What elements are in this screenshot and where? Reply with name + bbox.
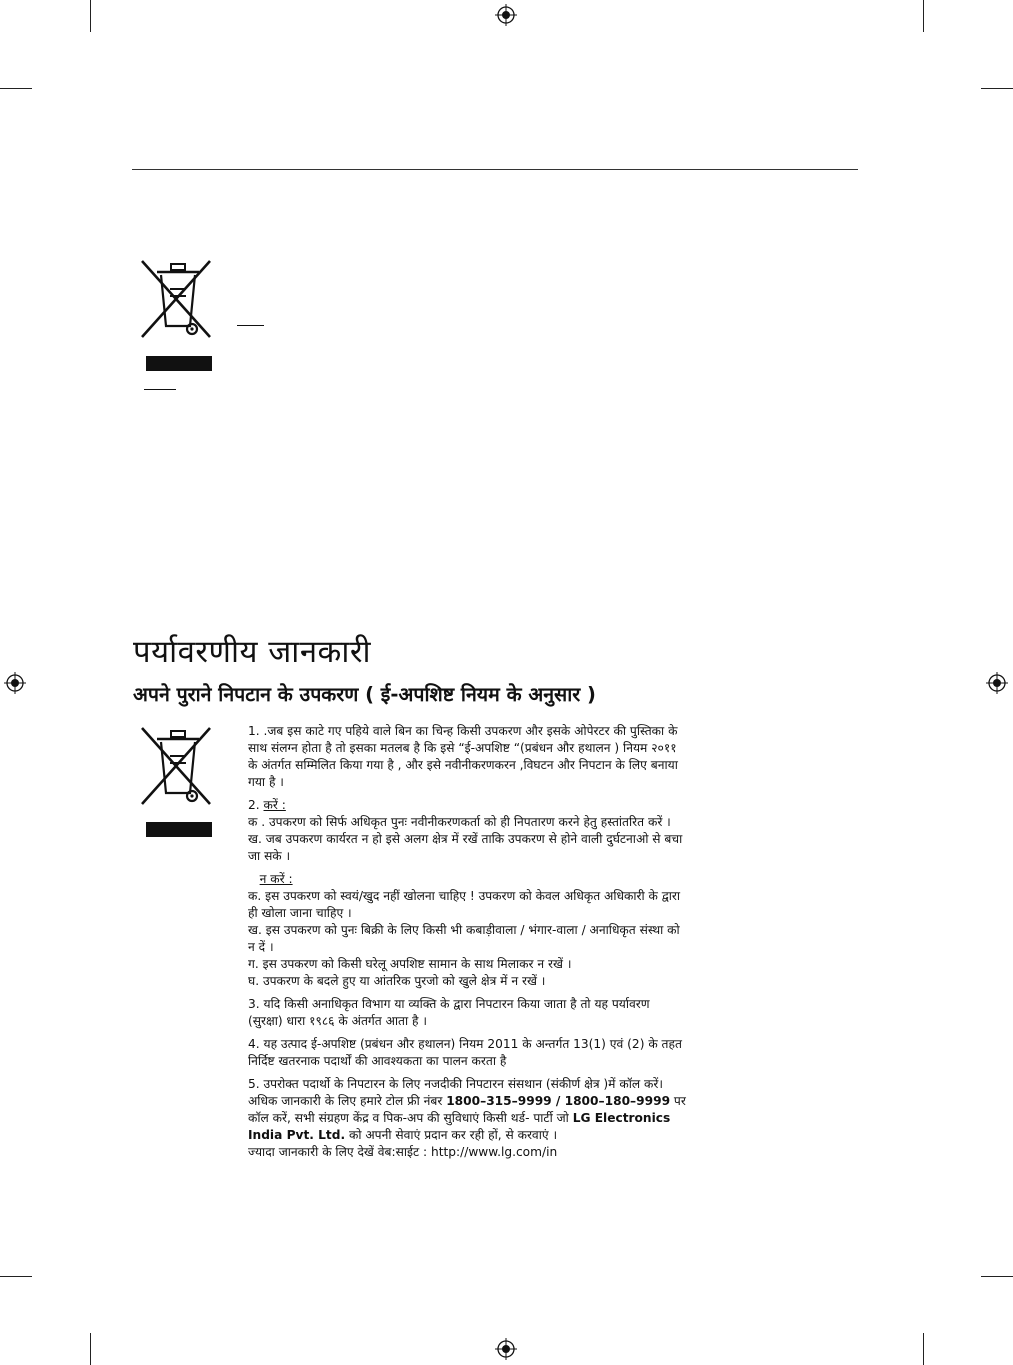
crop-mark	[923, 1333, 924, 1365]
dont-item-a: क. इस उपकरण को स्वयं/खुद नहीं खोलना चाहिए ! उपकरण को केवल अधिकृत अधिकारी के द्वारा ही खोला जाना चाहिए ।	[248, 889, 681, 920]
dont-item-c: ग. इस उपकरण को किसी घरेलू अपशिष्ट सामान के साथ मिलाकर न रखें ।	[248, 957, 572, 971]
registration-mark-icon	[495, 4, 517, 26]
crossed-out-wheelie-bin-icon	[140, 259, 212, 339]
paragraph-4: 4. यह उत्पाद ई-अपशिष्ट (प्रबंधन और हथालन) नियम 2011 के अन्तर्गत 13(1) एवं (2) के तहत निर्दिष्ट खतरनाक पदार्थों की आवश्यकता का पालन करता है	[248, 1037, 682, 1068]
registration-mark-icon	[986, 672, 1008, 694]
short-rule	[237, 325, 264, 326]
paragraph-5-text: को अपनी सेवाएं प्रदान कर रही हों, से करवाएं ।	[345, 1128, 558, 1142]
crop-mark	[923, 0, 924, 32]
paragraph-5	[248, 1076, 688, 1144]
dont-item-b: ख. इस उपकरण को पुनः बिक्री के लिए किसी भी कबाड़ीवाला / भंगार-वाला / अनाधिकृत संस्था को न दें ।	[248, 923, 680, 954]
paragraph-1: 1. .जब इस काटे गए पहिये वाले बिन का चिन्ह किसी उपकरण और इसके ओपेरटर की पुस्तिका के साथ संलग्न होता है तो इसका मतलब है कि इसे “ई-अपशिष्ट “(प्रबंधन और हथालन ) नियम २०११ के अंतर्गत सम्मिलित किया गया है , और इसे नवीनीकरणकरन ,विघटन और निपटान के लिए बनाया गया है ।	[248, 724, 678, 789]
page-title: पर्यावरणीय जानकारी	[133, 634, 372, 670]
registration-mark-icon	[4, 672, 26, 694]
do-item-a: क . उपकरण को सिर्फ अधिकृत पुनः नवीनीकरणकर्ता को ही निपतारण करने हेतु हस्तांतरित करें ।	[248, 815, 671, 829]
dont-heading-row	[248, 871, 688, 888]
disposal-instructions	[248, 723, 688, 1161]
toll-free-number: 1800–315–9999 / 1800–180–9999	[446, 1094, 671, 1108]
paragraph-2-number: 2.	[248, 798, 264, 812]
paragraph-2-heading	[248, 797, 688, 814]
crop-mark	[981, 88, 1013, 89]
section-subtitle: अपने पुराने निपटान के उपकरण ( ई-अपशिष्ट नियम के अनुसार )	[133, 683, 596, 706]
header-rule	[132, 169, 858, 170]
do-heading: करें :	[263, 798, 286, 812]
paragraph-3: 3. यदि किसी अनाधिकृत विभाग या व्यक्ति के द्वारा निपटारन किया जाता है तो यह पर्यावरण (सुरक्षा) धारा १९८६ के अंतर्गत आता है ।	[248, 997, 650, 1028]
paragraph-5-text: पर कॉल करें, सभी संग्रहण केंद्र व पिक-अप की सुविधाएं किसी थर्ड- पार्टी जो	[248, 1094, 686, 1125]
crossed-out-wheelie-bin-icon	[140, 726, 212, 806]
crop-mark	[90, 1333, 91, 1365]
website-line: ज्यादा जानकारी के लिए देखें वेब:साईट : http://www.lg.com/in	[248, 1145, 558, 1159]
weee-bar	[146, 356, 212, 371]
crop-mark	[0, 1276, 32, 1277]
crop-mark	[981, 1276, 1013, 1277]
weee-bar	[146, 822, 212, 837]
short-rule	[144, 389, 176, 390]
paragraph-5-text: 5. उपरोक्त पदार्थो के निपटारन के लिए नजदीकी निपटारन संसथान (संकीर्ण क्षेत्र )में कॉल करें। अधिक जानकारी के लिए हमारे टोल फ्री नंबर	[248, 1077, 663, 1108]
dont-item-d: घ. उपकरण के बदले हुए या आंतरिक पुरजो को खुले क्षेत्र में न रखें ।	[248, 974, 546, 988]
dont-heading: न करें :	[259, 872, 293, 886]
do-item-b: ख. जब उपकरण कार्यरत न हो इसे अलग क्षेत्र में रखें ताकि उपकरण से होने वाली दुर्घटनाओ से बचा जा सके ।	[248, 832, 683, 863]
company-name: LG Electronics India Pvt. Ltd.	[248, 1111, 671, 1142]
crop-mark	[0, 88, 32, 89]
registration-mark-icon	[495, 1338, 517, 1360]
crop-mark	[90, 0, 91, 32]
